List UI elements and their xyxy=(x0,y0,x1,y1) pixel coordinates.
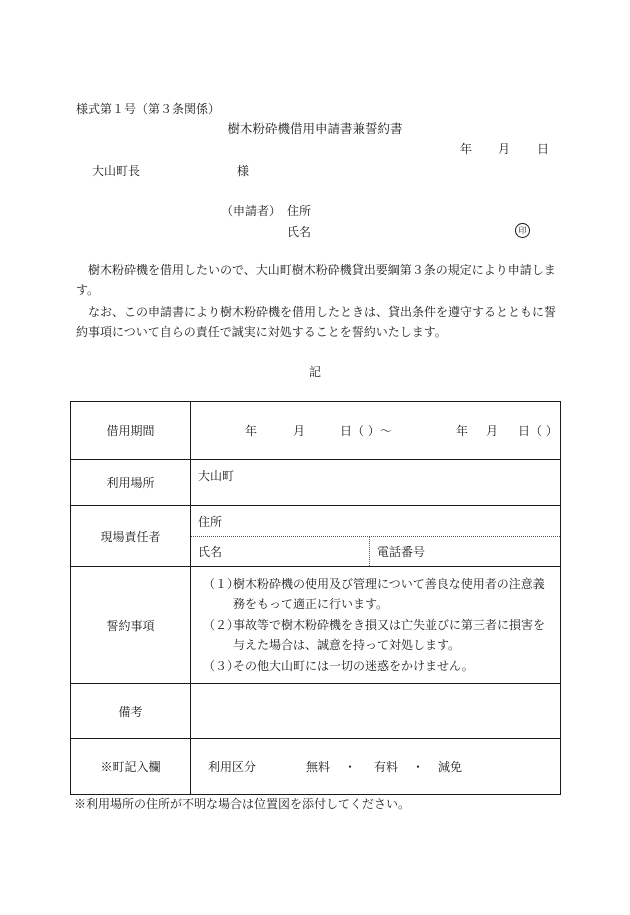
seal-mark: 印 xyxy=(515,223,530,238)
ki-heading: 記 xyxy=(309,365,322,379)
usage-category-label: 利用区分 xyxy=(208,760,257,774)
remarks-label: 備考 xyxy=(71,684,191,739)
addressee: 大山町長 xyxy=(92,164,141,178)
pledge-num: （１） xyxy=(203,576,240,591)
date-day-label: 日 xyxy=(537,142,550,156)
manager-name-label: 氏名 xyxy=(198,545,223,559)
manager-label: 現場責任者 xyxy=(71,506,191,567)
pledge-text: 樹木粉砕機の使用及び管理について善良な使用者の注意義務をもって適正に行います。 xyxy=(233,576,545,612)
pledge-num: （２） xyxy=(203,617,240,632)
remarks-field[interactable] xyxy=(191,684,561,739)
location-value: 大山町 xyxy=(198,469,235,483)
pledge-num: （３） xyxy=(203,658,240,673)
pledge-item xyxy=(203,574,552,615)
period-year2: 年 xyxy=(456,424,469,438)
row-office xyxy=(71,739,561,795)
pledge-text: 事故等で樹木粉砕機をき損又は亡失並びに第三者に損害を与えた場合は、誠意を持って対処します。 xyxy=(233,617,546,653)
option-paid[interactable]: 有料 xyxy=(374,760,399,774)
office-label: ※町記入欄 xyxy=(71,739,191,795)
footnote: ※利用場所の住所が不明な場合は位置図を添付してください。 xyxy=(74,797,411,811)
manager-phone-cell[interactable] xyxy=(369,537,548,566)
option-separator: ・ xyxy=(344,760,357,774)
period-day2: 日（ ） xyxy=(518,424,558,438)
period-year1: 年 xyxy=(245,424,258,438)
row-pledge xyxy=(71,567,561,684)
manager-name-cell[interactable] xyxy=(191,537,369,566)
row-period xyxy=(71,402,561,460)
office-field xyxy=(191,739,561,795)
pledge-item xyxy=(203,656,552,677)
location-label: 利用場所 xyxy=(71,460,191,506)
pledge-field xyxy=(191,567,561,684)
option-separator: ・ xyxy=(412,760,425,774)
period-field[interactable] xyxy=(191,402,561,460)
applicant-label: （申請者） xyxy=(221,204,282,218)
period-label: 借用期間 xyxy=(71,402,191,460)
body-paragraph-1: 樹木粉砕機を借用したいので、大山町樹木粉砕機貸出要綱第３条の規定により申請します。 xyxy=(76,263,556,297)
pledge-label: 誓約事項 xyxy=(71,567,191,684)
period-month1: 月 xyxy=(293,424,306,438)
applicant-name-label: 氏名 xyxy=(287,225,312,239)
form-number: 様式第１号（第３条関係） xyxy=(76,102,221,116)
row-manager xyxy=(71,506,561,567)
pledge-text: その他大山町には一切の迷惑をかけません。 xyxy=(233,658,474,673)
applicant-address-label: 住所 xyxy=(287,204,312,218)
body-paragraph-2: なお、この申請書により樹木粉砕機を借用したときは、貸出条件を遵守するとともに誓約事項について自らの責任で誠実に対処することを誓約いたします。 xyxy=(76,305,557,339)
period-month2: 月 xyxy=(486,424,499,438)
date-month-label: 月 xyxy=(498,142,511,156)
row-location xyxy=(71,460,561,506)
pledge-item xyxy=(203,615,552,656)
manager-address-label: 住所 xyxy=(198,514,223,529)
application-table xyxy=(70,401,561,795)
period-day1: 日（ ）〜 xyxy=(340,424,392,438)
option-free[interactable]: 無料 xyxy=(306,760,331,774)
date-year-label: 年 xyxy=(460,142,473,156)
manager-phone-label: 電話番号 xyxy=(377,545,426,559)
manager-field[interactable] xyxy=(191,506,561,567)
option-reduced[interactable]: 減免 xyxy=(438,760,463,774)
row-remarks xyxy=(71,684,561,739)
document-title: 樹木粉砕機借用申請書兼誓約書 xyxy=(227,121,403,136)
location-field[interactable] xyxy=(191,460,561,506)
honorific: 様 xyxy=(237,164,250,178)
